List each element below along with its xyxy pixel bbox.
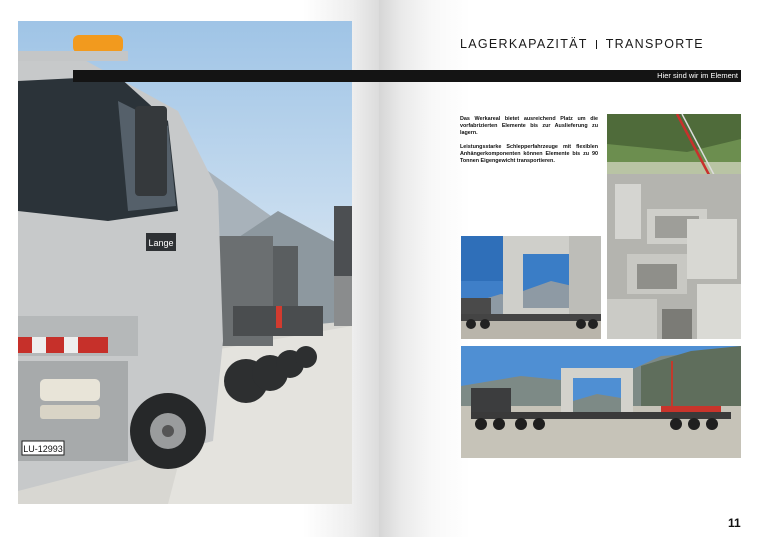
heading-transporte: TRANSPORTE bbox=[605, 37, 704, 51]
license-plate: LU-12993 bbox=[23, 444, 63, 454]
concrete-frame-transport-photo bbox=[461, 236, 601, 339]
section-heading bbox=[460, 37, 704, 51]
paragraph-transport: Leistungsstarke Schlepperfahrzeuge mit flexiblen Anhängerkomponenten können Elemente bis zu 90 Tonnen Eigengewicht transportieren. bbox=[460, 143, 598, 165]
heading-separator bbox=[596, 40, 597, 49]
body-text bbox=[460, 116, 598, 171]
door-logo: Lange bbox=[148, 238, 174, 248]
paragraph-storage: Das Werkareal bietet ausreichend Platz um die vorfabrizierten Elemente bis zur Auslieferung zu lagern. bbox=[460, 116, 598, 137]
construction-site-photo bbox=[607, 114, 741, 339]
bar-caption: Hier sind wir im Element bbox=[657, 71, 738, 80]
black-header-bar bbox=[73, 70, 741, 82]
truck-photo bbox=[18, 21, 352, 504]
page-number: 11 bbox=[728, 516, 741, 530]
lowbed-transport-photo bbox=[461, 346, 741, 458]
heading-lagerkapazitaet: LAGERKAPAZITÄT bbox=[460, 37, 588, 51]
